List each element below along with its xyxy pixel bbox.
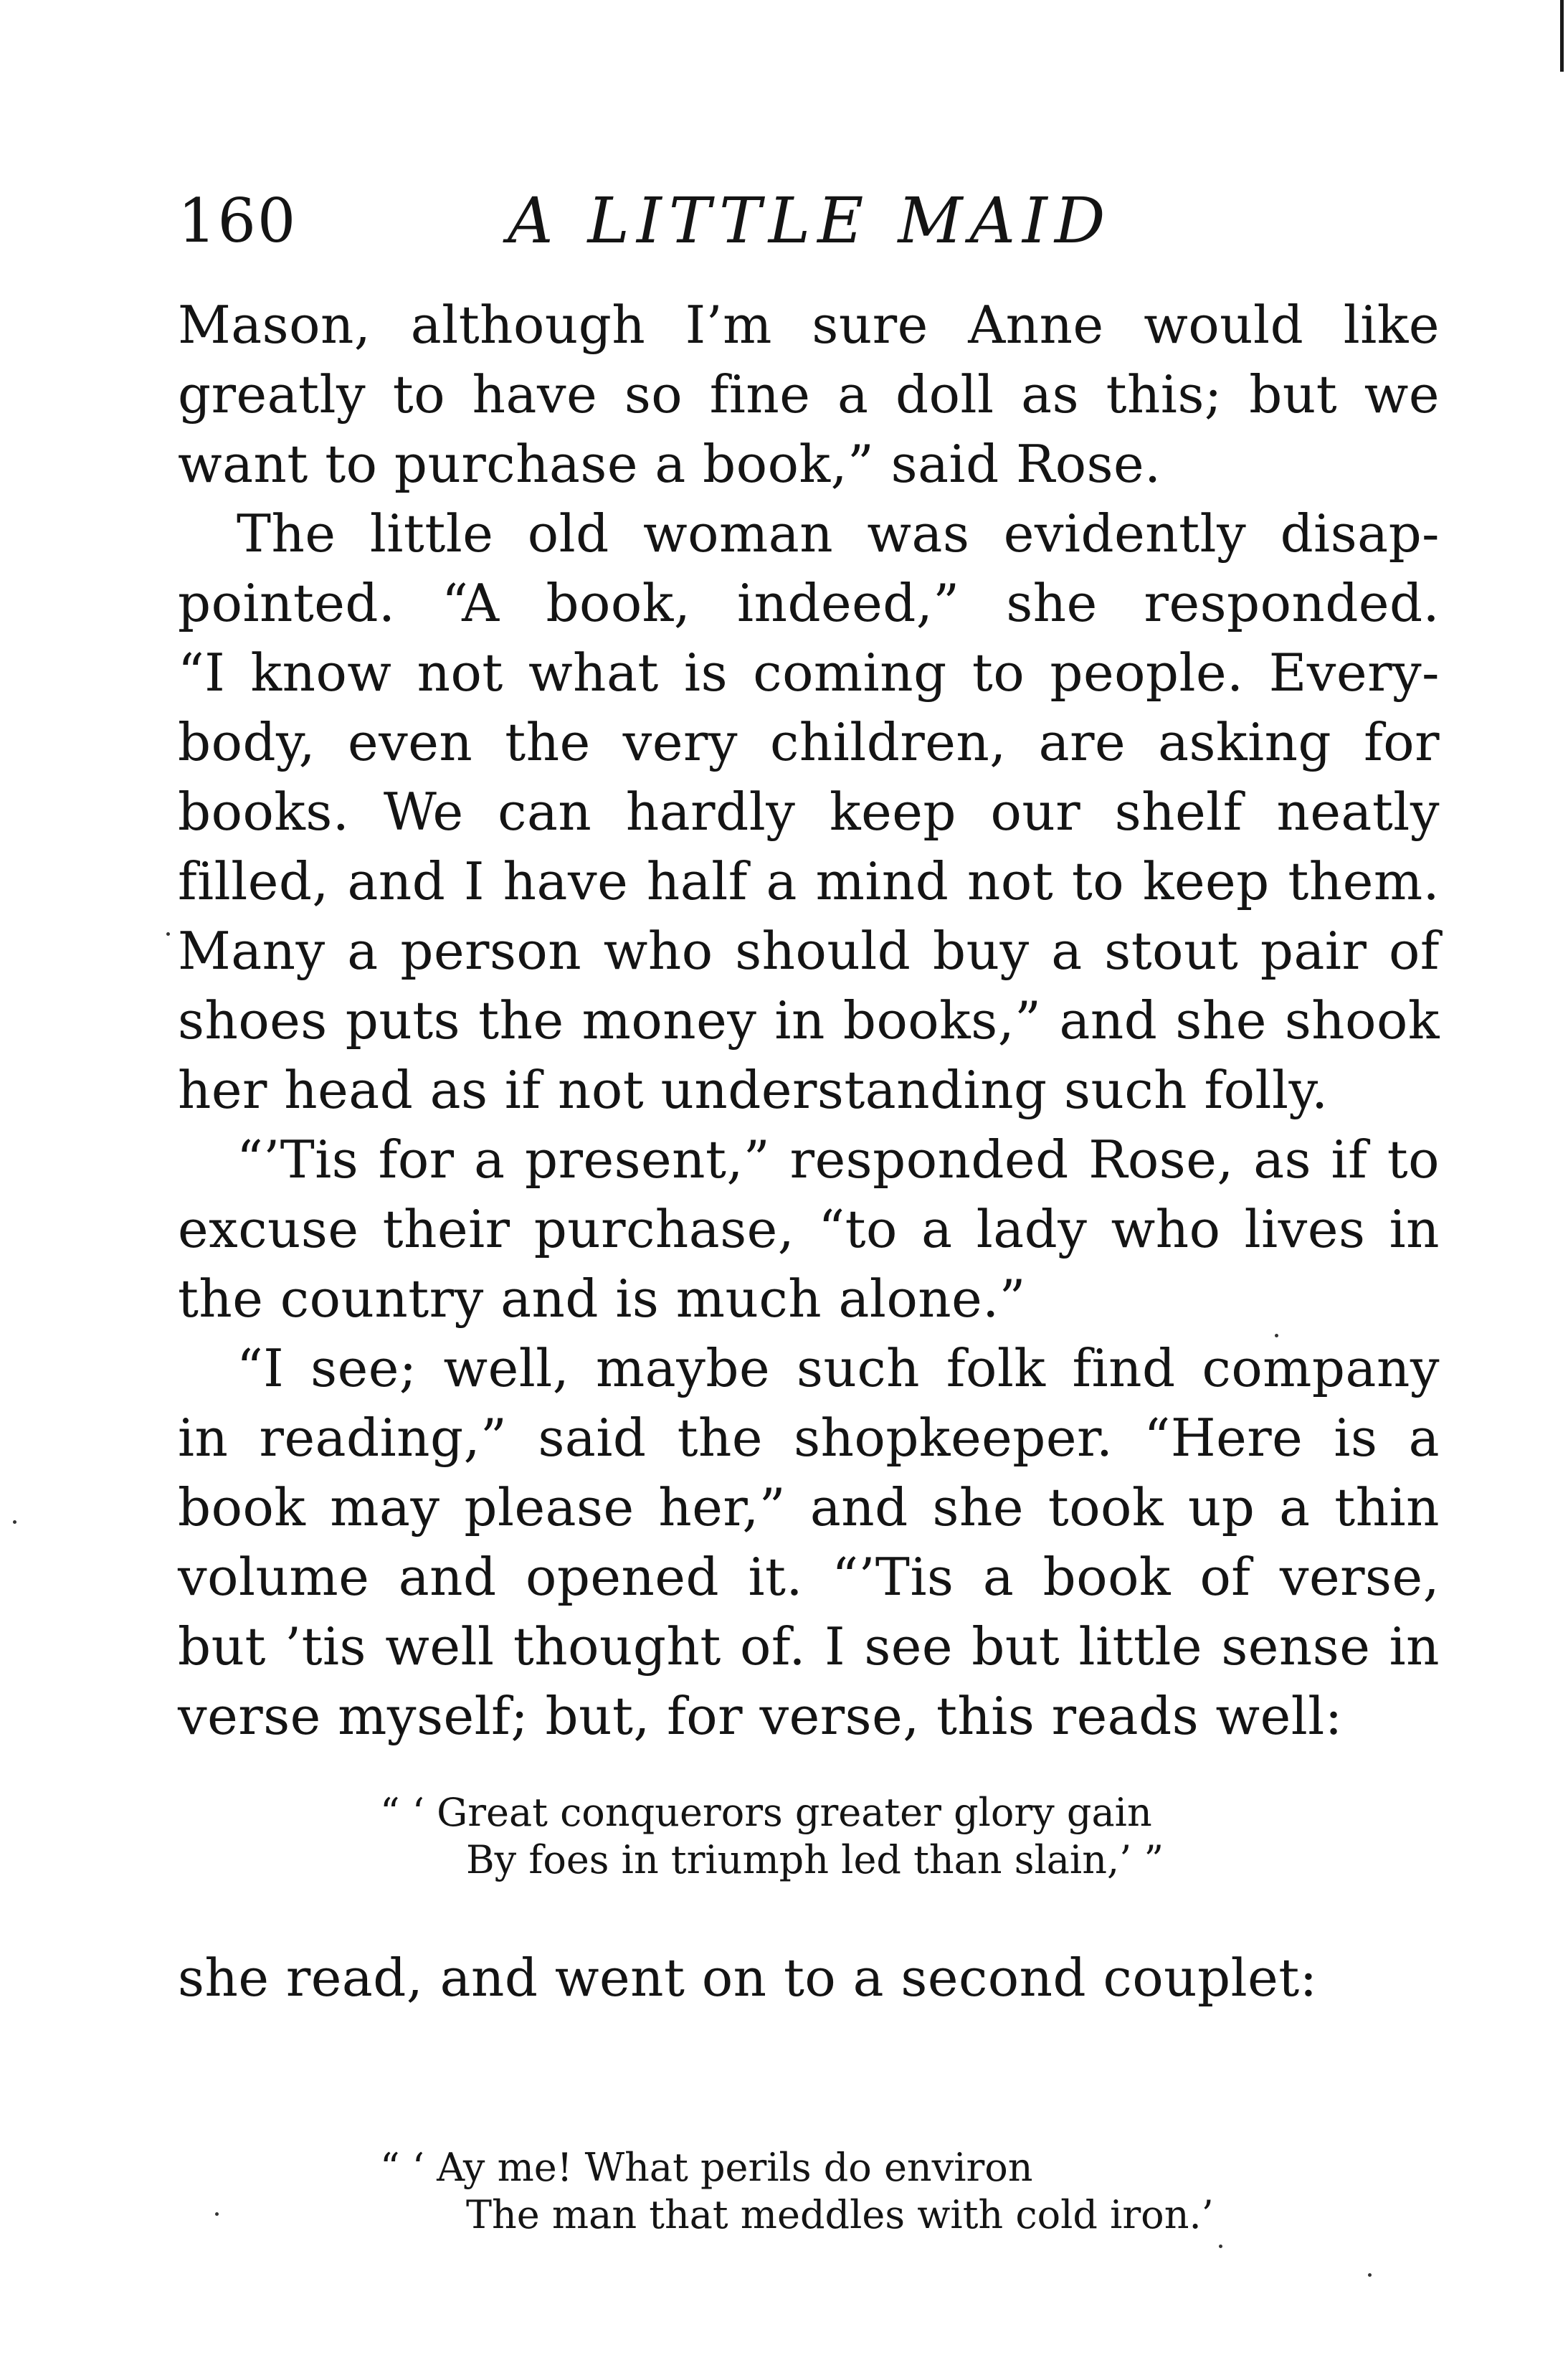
verse-line: “ ‘ Great conquerors greater glory gain xyxy=(380,1790,1152,1835)
text-line: pointed. “A book, indeed,” she responded. xyxy=(178,573,1440,633)
text-line: “’Tis for a present,” responded Rose, as if to xyxy=(237,1129,1440,1190)
text-line: excuse their purchase, “to a lady who lives in xyxy=(178,1199,1440,1259)
verse-quote-first xyxy=(380,1789,1164,1884)
text-line: in reading,” said the shopkeeper. “Here is a xyxy=(178,1408,1440,1468)
print-speck xyxy=(1219,2245,1222,2248)
page-edge-mark xyxy=(1560,0,1564,72)
running-title: A LITTLE MAID xyxy=(508,184,1113,257)
text-line: The little old woman was evidently disap- xyxy=(237,503,1440,564)
text-line: shoes puts the money in books,” and she shook xyxy=(178,990,1440,1051)
text-line: filled, and I have half a mind not to keep them. xyxy=(178,851,1440,911)
verse-line: By foes in triumph led than slain,’ ” xyxy=(466,1837,1164,1882)
page-header xyxy=(178,178,1268,264)
text-line: her head as if not understanding such folly. xyxy=(178,1060,1329,1120)
text-line: Mason, although I’m sure Anne would like xyxy=(178,295,1440,355)
text-line: volume and opened it. “’Tis a book of verse, xyxy=(178,1547,1440,1607)
text-line: she read, and went on to a second couplet: xyxy=(178,1948,1318,2008)
text-line: greatly to have so fine a doll as this; but we xyxy=(178,364,1440,425)
print-speck xyxy=(166,932,170,936)
verse-quote-second xyxy=(380,2144,1214,2239)
print-speck xyxy=(1368,2273,1372,2277)
print-speck xyxy=(215,2212,219,2216)
text-line: Many a person who should buy a stout pair of xyxy=(178,921,1440,981)
text-line: want to purchase a book,” said Rose. xyxy=(178,434,1161,494)
text-line: body, even the very children, are asking for xyxy=(178,712,1440,772)
verse-line: The man that meddles with cold iron.’ xyxy=(466,2192,1214,2237)
text-line: verse myself; but, for verse, this reads well: xyxy=(178,1686,1343,1746)
text-line: books. We can hardly keep our shelf neatly xyxy=(178,782,1440,842)
body-text xyxy=(178,290,1440,1751)
text-line: “I see; well, maybe such folk find company xyxy=(237,1338,1440,1398)
page-number: 160 xyxy=(178,186,298,256)
verse-line: “ ‘ Ay me! What perils do environ xyxy=(380,2145,1033,2190)
print-speck xyxy=(1275,1334,1278,1337)
text-line: book may please her,” and she took up a thin xyxy=(178,1477,1440,1537)
text-line: “I know not what is coming to people. Every- xyxy=(178,643,1440,703)
print-speck xyxy=(13,1520,16,1524)
text-line: but ’tis well thought of. I see but little sense in xyxy=(178,1616,1440,1677)
text-line: the country and is much alone.” xyxy=(178,1269,1026,1329)
